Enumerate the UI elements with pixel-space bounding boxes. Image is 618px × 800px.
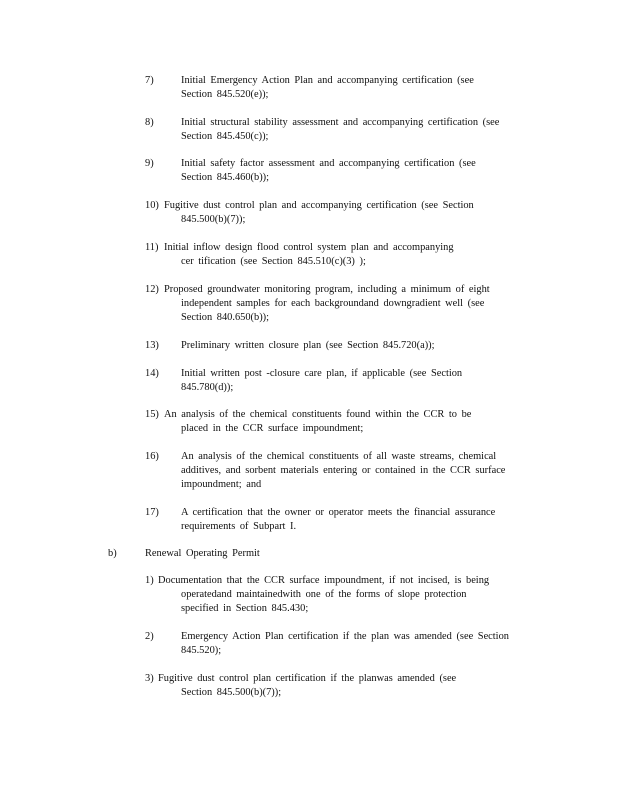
item-text-line: 845.500(b)(7)); — [181, 214, 246, 225]
section-letter: b) — [108, 548, 117, 559]
item-text-line: 845.780(d)); — [181, 382, 234, 393]
item-text-line: An analysis of the chemical constituents found within the CCR to be — [164, 409, 472, 420]
item-number: 7) — [145, 75, 154, 86]
item-number: 11) — [145, 242, 159, 253]
item-text-line: Section 845.500(b)(7)); — [181, 687, 282, 698]
item-number: 12) — [145, 284, 159, 295]
item-number: 1) — [145, 575, 154, 586]
item-text-line: Initial Emergency Action Plan and accompanying certification (see — [181, 75, 474, 86]
item-number: 15) — [145, 409, 159, 420]
item-number: 17) — [145, 507, 159, 518]
item-number: 8) — [145, 117, 154, 128]
item-text-line: Section 845.520(e)); — [181, 89, 269, 100]
item-number: 14) — [145, 368, 159, 379]
item-number: 10) — [145, 200, 159, 211]
item-text-line: Preliminary written closure plan (see Section 845.720(a)); — [181, 340, 435, 351]
item-text-line: Fugitive dust control plan certification if the planwas amended (see — [158, 673, 457, 684]
item-text-line: Fugitive dust control plan and accompanying certification (see Section — [164, 200, 474, 211]
item-text-line: Initial safety factor assessment and accompanying certification (see — [181, 158, 476, 169]
item-number: 16) — [145, 451, 159, 462]
item-text-line: Initial inflow design flood control system plan and accompanying — [164, 242, 454, 253]
item-text-line: cer tification (see Section 845.510(c)(3) ); — [181, 256, 366, 267]
item-text-line: Section 840.650(b)); — [181, 312, 269, 323]
item-text-line: An analysis of the chemical constituents of all waste streams, chemical — [181, 451, 497, 462]
item-text-line: Section 845.450(c)); — [181, 131, 269, 142]
item-text-line: independent samples for each backgroundand downgradient well (see — [181, 298, 485, 309]
item-text-line: Initial written post -closure care plan, if applicable (see Section — [181, 368, 463, 379]
item-text-line: requirements of Subpart I. — [181, 521, 297, 532]
item-text-line: 845.520); — [181, 645, 222, 656]
item-text-line: operatedand maintainedwith one of the forms of slope protection — [181, 589, 467, 600]
item-text-line: Initial structural stability assessment and accompanying certification (see — [181, 117, 500, 128]
item-number: 13) — [145, 340, 159, 351]
item-text-line: A certification that the owner or operator meets the financial assurance — [181, 507, 496, 518]
item-number: 3) — [145, 673, 154, 684]
item-number: 9) — [145, 158, 154, 169]
section-title: Renewal Operating Permit — [145, 548, 260, 559]
item-text-line: Documentation that the CCR surface impoundment, if not incised, is being — [158, 575, 490, 586]
item-number: 2) — [145, 631, 154, 642]
item-text-line: impoundment; and — [181, 479, 262, 490]
item-text-line: additives, and sorbent materials entering or contained in the CCR surface — [181, 465, 506, 476]
item-text-line: placed in the CCR surface impoundment; — [181, 423, 364, 434]
item-text-line: specified in Section 845.430; — [181, 603, 309, 614]
item-text-line: Emergency Action Plan certification if the plan was amended (see Section — [181, 631, 509, 642]
item-text-line: Section 845.460(b)); — [181, 172, 269, 183]
item-text-line: Proposed groundwater monitoring program, including a minimum of eight — [164, 284, 490, 295]
